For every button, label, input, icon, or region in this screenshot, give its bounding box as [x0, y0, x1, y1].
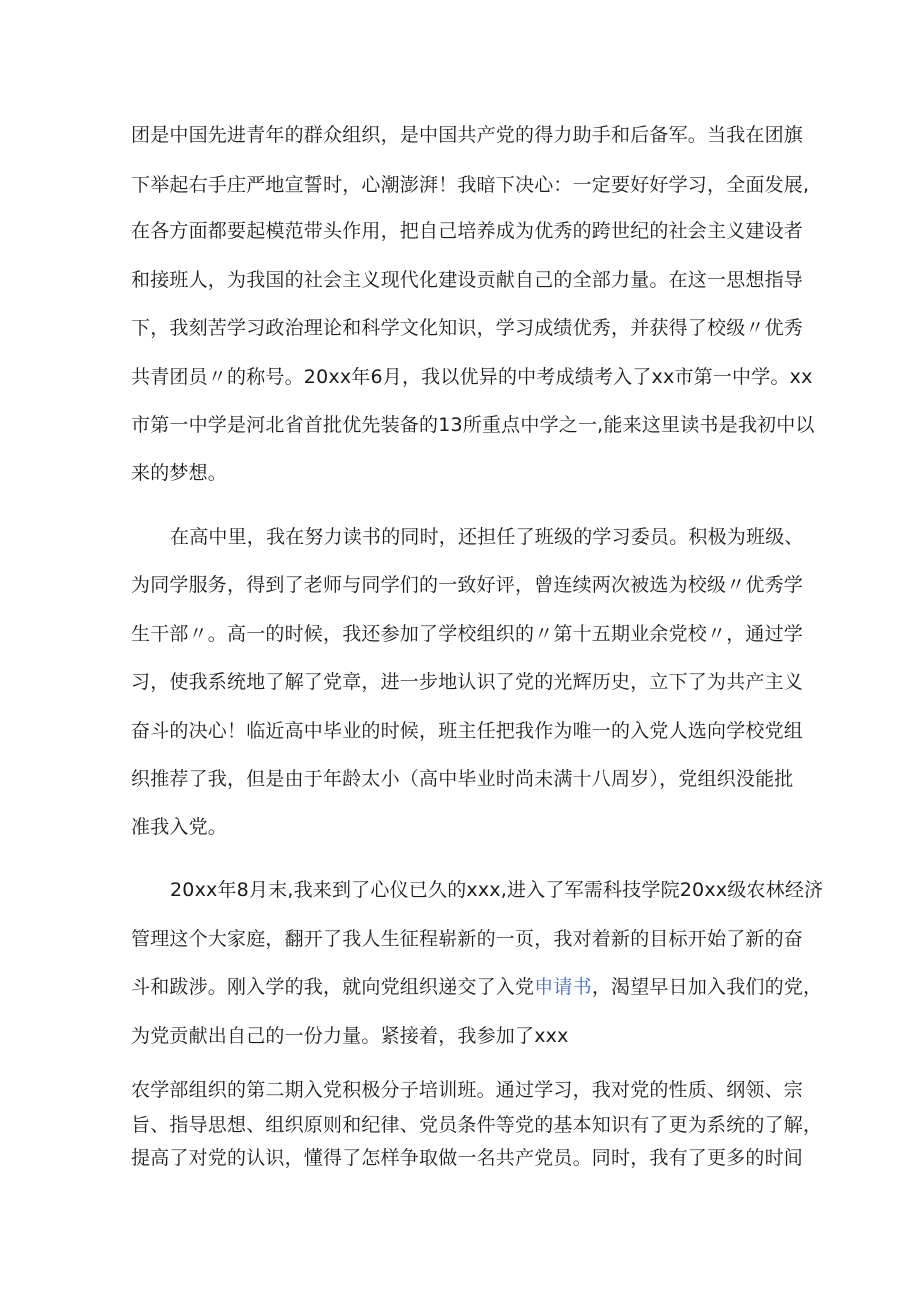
paragraph-2-line-1: 在高中里，我在努力读书的同时，还担任了班级的学习委员。积极为班级、: [170, 526, 804, 548]
application-letter-link[interactable]: 申请书: [534, 976, 592, 998]
paragraph-2-line-6: 织推荐了我，但是由于年龄太小（高中毕业时尚未满十八周岁），党组织没能批: [131, 768, 794, 790]
paragraph-4-line-2: 旨、指导思想、组织原则和纪律、党员条件等党的基本知识有了更为系统的了解，: [131, 1114, 823, 1136]
paragraph-1-line-7: 市第一中学是河北省首批优先装备的13所重点中学之一,能来这里读书是我初中以: [131, 414, 815, 436]
paragraph-1-line-4: 和接班人，为我国的社会主义现代化建设贡献自己的全部力量。在这一思想指导: [131, 269, 804, 291]
paragraph-3-line-3-text-after: ，渴望早日加入我们的党，: [591, 976, 823, 998]
paragraph-3-line-4: 为党贡献出自己的一份力量。紧接着，我参加了xxx: [131, 1025, 569, 1047]
paragraph-2-line-5: 奋斗的决心！临近高中毕业的时候，班主任把我作为唯一的入党人选向学校党组: [131, 720, 804, 742]
paragraph-3-line-2: 管理这个大家庭，翻开了我人生征程崭新的一页，我对着新的目标开始了新的奋: [131, 928, 804, 950]
paragraph-2-line-4: 习，使我系统地了解了党章，进一步地认识了党的光辉历史，立下了为共产主义: [131, 671, 804, 693]
paragraph-1-line-8: 来的梦想。: [131, 462, 228, 484]
paragraph-1-line-3: 在各方面都要起模范带头作用，把自己培养成为优秀的跨世纪的社会主义建设者: [131, 220, 804, 242]
paragraph-1-line-5: 下，我刻苦学习政治理论和科学文化知识，学习成绩优秀，并获得了校级〃优秀: [131, 317, 804, 339]
paragraph-2-line-3: 生干部〃。高一的时候，我还参加了学校组织的〃第十五期业余党校〃，通过学: [131, 623, 804, 645]
paragraph-3-line-3-text-before: 斗和跋涉。刚入学的我，就向党组织递交了入党: [131, 976, 535, 998]
paragraph-1-line-6: 共青团员〃的称号。20xx年6月，我以优异的中考成绩考入了xx市第一中学。xx: [131, 366, 813, 388]
paragraph-1-line-2: 下举起右手庄严地宣誓时，心潮澎湃！我暗下决心：一定要好好学习，全面发展,: [131, 174, 810, 196]
paragraph-4-line-3: 提高了对党的认识，懂得了怎样争取做一名共产党员。同时，我有了更多的时间: [131, 1147, 804, 1169]
paragraph-1-line-1: 团是中国先进青年的群众组织，是中国共产党的得力助手和后备军。当我在团旗: [131, 124, 804, 146]
paragraph-2-line-7: 准我入党。: [131, 816, 228, 838]
paragraph-2-line-2: 为同学服务，得到了老师与同学们的一致好评，曾连续两次被选为校级〃优秀学: [131, 574, 804, 596]
paragraph-3-line-3: [131, 975, 822, 999]
paragraph-4-line-1: 农学部组织的第二期入党积极分子培训班。通过学习，我对党的性质、纲领、宗: [131, 1079, 804, 1101]
paragraph-3-line-1: 20xx年8月末,我来到了心仪已久的xxx,进入了军需科技学院20xx级农林经济: [170, 879, 824, 901]
